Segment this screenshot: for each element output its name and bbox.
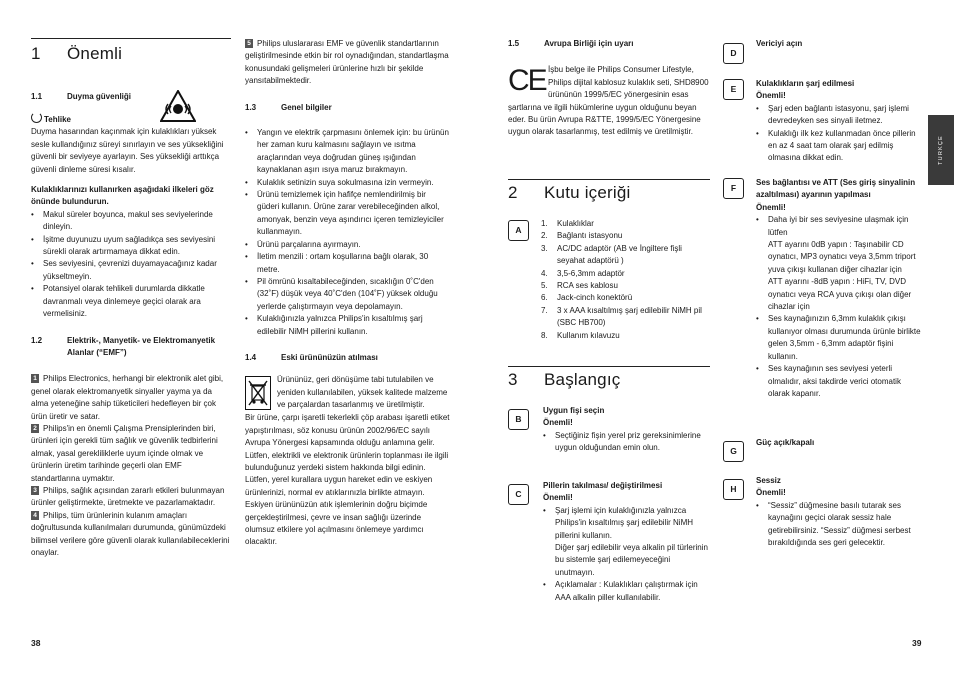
- list-item: • Yangın ve elektrik çarpmasını önlemek için: bu ürünün her zaman kuru kalmasını sağlayın ve ısıtma araçlarından veya doğrudan güneş ışığından kaynaklanan aşırı ısıya maruz bırakmayın.: [245, 127, 450, 177]
- eu-text: İşbu belge ile Philips Consumer Lifestyle, Philips dijital kablosuz kulaklık seti, SHD8900 ürününün 1999/5/EC yönergesinin esas şartlarına ve ilgili hükümlerine uygun olduğunu beyan eder. Bu ürün Avrupa R&TTE, 1999/5/EC Yönergesine uygun olarak tasarlanmış, test edilmiş ve üretilmiştir.: [508, 65, 709, 137]
- list-item: • Kulaklık setinizin suya sokulmasına izin vermeyin.: [245, 177, 450, 189]
- list-item: • Daha iyi bir ses seviyesine ulaşmak için lütfen ATT ayarını 0dB yapın : Taşınabilir CD oynatıcı, MP3 oynatıcı veya 3,5mm triport yuva çıkışı kullanan diğer cihazlar için ATT ayarını -8dB yapın : HiFi, TV, DVD oynatıcı veya RCA yuva çıkışı olan diğer cihazlar için: [756, 214, 921, 313]
- page-number-left: 38: [31, 638, 41, 648]
- block-title: Uygun fişi seçin: [543, 406, 605, 415]
- guidelines-title: Kulaklıklarınızı kullanırken aşağıdaki ilkeleri göz önünde bulundurun.: [31, 185, 214, 207]
- important-label: Önemli!: [756, 488, 786, 498]
- list-item: • Ürünü parçalarına ayırmayın.: [245, 239, 450, 251]
- figure-label-b: B: [508, 409, 529, 430]
- list-item: • Kulaklığınızla yalnızca Philips'in kısaltılmış şarj edilebilir NiMH pillerini kullanın.: [245, 313, 450, 338]
- list-item: • Pil ömrünü kısaltabileceğinden, sıcaklığın 0˚C'den (32˚F) düşük veya 40˚C'den (104˚F) yüksek olduğu yerlerde çalıştırmayın veya depolamayın.: [245, 276, 450, 313]
- danger-text: Duyma hasarından kaçınmak için kulaklıkları yüksek sesle kullandığınız süreyi sınırlayın ve ses yüksekliğini güvenli bir seviyeye ayarlayın. Ses yüksekliği arttıkça güvenli dinleme süresi kısalır.: [31, 127, 224, 174]
- subsection-heading-1-5: 1.5 Avrupa Birliği için uyarı: [508, 39, 634, 48]
- figure-label-c: C: [508, 484, 529, 505]
- disposal-intro: Ürününüz, geri dönüşüme tabi tutulabilen ve yeniden kullanılabilen, yüksek kalitede malzeme ve parçalardan tasarlanmış ve üretilmiştir.: [277, 375, 448, 410]
- plug-list: [543, 430, 711, 455]
- list-item: • Açıklamalar : Kulaklıkları çalıştırmak için AAA alkalin piller kullanılabilir.: [543, 579, 711, 604]
- plug-block: [543, 405, 711, 455]
- emf-item: 5 Philips uluslararası EMF ve güvenlik standartlarının geliştirilmesinde etkin bir rol oynadığından, standartlaşma konusundaki gelişmeleri ürünlerine hızlı bir şekilde yansıtabilmektedir.: [245, 39, 449, 86]
- list-item: • Kulaklığı ilk kez kullanmadan önce pillerin en az 4 saat tam olarak şarj edilmiş olmasına dikkat edin.: [756, 128, 921, 165]
- hearing-warning-icon: [160, 90, 196, 122]
- list-item: 8. Kullanım kılavuzu: [541, 330, 620, 340]
- mute-block: [756, 475, 921, 549]
- ce-mark-icon: CE: [508, 64, 546, 98]
- list-item: • Ürünü temizlemek için hafifçe nemlendirilmiş bir güderi kullanın. Ürüne zarar verebileceğinden alkol, amonyak, benzin veya aşındırıcı içeren temizleyiciler kullanmayın.: [245, 189, 450, 239]
- warning-hand-icon: [31, 112, 42, 123]
- list-item: 1. Kulaklıklar: [541, 219, 594, 228]
- battery-list: [543, 505, 711, 604]
- disposal-paragraph: Bir ürüne, çarpı işaretli tekerlekli çöp arabası işaretli etiket yapıştırılması, söz konusu ürünün 2002/96/EC sayılı Avrupa Yönergesi kapsamında olduğu anlamına gelir. Lütfen, elektrikli ve elektronik ürünlerin toplanması ile ilgili bulunduğunuz yerdeki sistem hakkında bilgi edinin.: [245, 413, 450, 472]
- section-rule: [31, 38, 231, 39]
- page-number-right: 39: [912, 638, 922, 648]
- subsection-heading-1-4: 1.4 Eski ürününüzün atılması: [245, 352, 378, 362]
- figure-label-g: G: [723, 441, 744, 462]
- list-item: • İşitme duyunuzu uyum sağladıkça ses seviyesini sürekli olarak artırmamaya dikkat edin.: [31, 234, 231, 259]
- section-rule: [508, 366, 710, 367]
- block-title: Kulaklıkların şarj edilmesi: [756, 79, 855, 88]
- list-item: • Şarj eden bağlantı istasyonu, şarj işlemi devredeyken ses sinyali iletmez.: [756, 103, 921, 128]
- list-item: 6. Jack-cinch konektörü: [541, 293, 633, 303]
- figure-label-a: A: [508, 220, 529, 241]
- section-rule: [508, 179, 710, 180]
- disposal-paragraph: Lütfen, yerel kurallara uygun hareket edin ve eskiyen ürünlerinizi, normal ev atıklarınızla birlikte atmayın. Eskiyen ürününüzün atık işlemlerinin doğru biçimde gerçekleştirilmesi, çevre ve insan sağlığı üzerinde olumsuz etkilere yol açılmasını önlemeye yardımcı olacaktır.: [245, 475, 433, 547]
- box-contents-list: [541, 218, 711, 342]
- mute-list: [756, 500, 921, 550]
- list-item: • Ses kaynağınızın 6,3mm kulaklık çıkışı kullanıyor olması durumunda ürünle birlikte gelen 3,5mm - 6,3mm adaptör fişini kullanın.: [756, 313, 921, 363]
- list-item: • Potansiyel olarak tehlikeli durumlarda dikkatle davranmalı veya dinlemeye geçici olarak ara vermelisiniz.: [31, 283, 231, 320]
- list-item: 7. 3 x AAA kısaltılmış şarj edilebilir NiMH pil (SBC HB700): [541, 305, 702, 328]
- figure-label-h: H: [723, 479, 744, 500]
- language-label: TURKÇE: [937, 135, 944, 165]
- right-column-1: [508, 38, 710, 139]
- language-side-tab: [928, 115, 954, 185]
- emf-list: [31, 373, 231, 559]
- list-item: 5. RCA ses kablosu: [541, 281, 618, 291]
- figure-label-f: F: [723, 178, 744, 199]
- list-item: • İletim menzili : ortam koşullarına bağlı olarak, 30 metre.: [245, 251, 450, 276]
- block-title: Pillerin takılması/ değiştirilmesi: [543, 481, 663, 490]
- subsection-heading-1-3: 1.3 Genel bilgiler: [245, 102, 332, 112]
- list-item: 2. Bağlantı istasyonu: [541, 231, 623, 241]
- crossed-bin-icon: [245, 376, 271, 410]
- danger-label: Tehlike: [31, 112, 231, 126]
- block-title: Sessiz: [756, 476, 781, 485]
- important-label: Önemli!: [543, 418, 573, 428]
- list-item: 3. AC/DC adaptör (AB ve İngiltere fişli seyahat adaptörü ): [541, 243, 682, 266]
- left-column-2: [245, 38, 450, 549]
- list-item: • “Sessiz” düğmesine basılı tutarak ses kaynağını geçici olarak sessiz hale getirebilirsiniz. “Sessiz” düğmesi serbest bırakıldığında ses geri gelecektir.: [756, 500, 921, 550]
- left-column-1: [31, 91, 231, 559]
- emf-item: 2 Philips'in en önemli Çalışma Prensiplerinden biri, ürünleri için gerekli tüm sağlık ve güvenlik tedbirlerini almak, yasal gerekliliklerle uyum içinde olmak ve ürünlerin üretim tarihinde geçerli olan EMF standartlarına uymaktır.: [31, 423, 218, 483]
- charging-list: [756, 103, 921, 165]
- figure-label-e: E: [723, 79, 744, 100]
- emf-item: 4 Philips, tüm ürünlerinin kulanım amaçları doğrultusunda kullanılmaları durumunda, günümüzdeki bilimsel verilere göre güvenli olarak kullanılabileceklerini onaylar.: [31, 510, 230, 557]
- eu-notice: [508, 64, 710, 138]
- subsection-heading-1-2: 1.2 Elektrik-, Manyetik- ve Elektromanyetik Alanlar (“EMF”): [31, 335, 216, 357]
- block-title: Güç açık/kapalı: [756, 438, 815, 447]
- emf-item: 3 Philips, sağlık açısından zararlı etkileri bulunmayan ürünler geliştirmekte, üretmekte ve pazarlamaktadır.: [31, 485, 225, 508]
- general-info-list: [245, 127, 450, 338]
- list-item: 4. 3,5-6,3mm adaptör: [541, 268, 625, 278]
- block-title: Ses bağlantısı ve ATT (Ses giriş sinyalinin azaltılması) ayarının yapılması: [756, 178, 916, 200]
- audio-connection-block: [756, 177, 921, 400]
- guidelines-list: [31, 209, 231, 321]
- audio-list: [756, 214, 921, 400]
- list-item: • Şarj işlemi için kulaklığınızla yalnızca Philips'in kısaltılmış şarj edilebilir NiMH pillerini kullanın. Diğer şarj edilebilir veya alkalin pil türlerinin bu sistemle şarj edilemeyeceğini unutmayın.: [543, 505, 711, 579]
- battery-block: [543, 480, 711, 604]
- list-item: • Seçtiğiniz fişin yerel priz gereksinimlerine uygun olduğundan emin olun.: [543, 430, 711, 455]
- important-label: Önemli!: [756, 91, 786, 101]
- section-title: Önemli: [67, 44, 123, 63]
- list-item: • Ses kaynağının ses seviyesi yeterli olmalıdır, aksi takdirde verici otomatik olarak kapanır.: [756, 363, 921, 400]
- emf-item: 1 Philips Electronics, herhangi bir elektronik alet gibi, genel olarak elektromanyetik sinyaller yayma ya da alma yeteneğine sahip tüketicileri hedefleyen bir çok ürün üretir ve satar.: [31, 374, 224, 421]
- list-item: • Makul süreler boyunca, makul ses seviyelerinde dinleyin.: [31, 209, 231, 234]
- section-heading-3: 3 Başlangıç: [508, 370, 621, 389]
- charging-block: [756, 78, 921, 165]
- block-title: Vericiyi açın: [756, 39, 803, 48]
- important-label: Önemli!: [543, 493, 573, 503]
- subsection-heading-1-1: 1.1 Duyma güvenliği: [31, 92, 132, 101]
- section-heading-2: 2 Kutu içeriği: [508, 183, 631, 202]
- disposal-block: [245, 374, 450, 548]
- important-label: Önemli!: [756, 202, 786, 212]
- list-item: • Ses seviyesini, çevrenizi duyamayacağınız kadar yükseltmeyin.: [31, 258, 231, 283]
- section-heading-1: 1 Önemli: [31, 44, 123, 63]
- figure-label-d: D: [723, 43, 744, 64]
